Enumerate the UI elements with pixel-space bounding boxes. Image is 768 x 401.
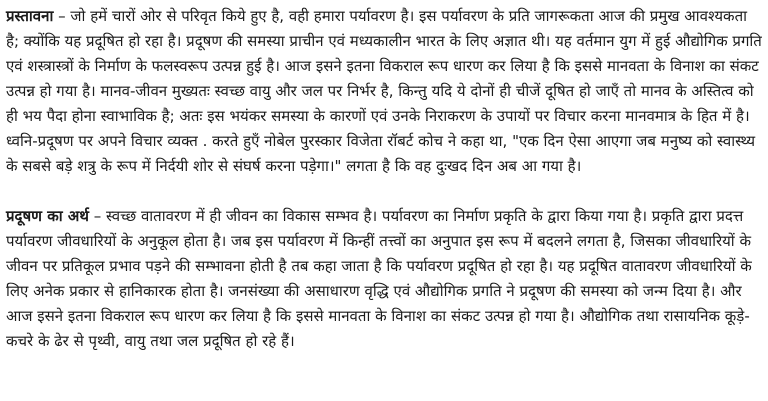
meaning-heading: प्रदूषण का अर्थ [6,207,89,225]
intro-paragraph [6,4,762,179]
intro-dash: – [53,7,71,25]
meaning-dash: – [88,207,106,225]
intro-body: जो हमें चारों ओर से परिवृत किये हुए है, वही हमारा पर्यावरण है। इस पर्यावरण के प्रति जागरूकता आज की प्रमुख आवश्यकता है; क्योंकि यह प्रदूषित हो रहा है। प्रदूषण की समस्या प्राचीन एवं मध्यकालीन भारत के लिए अज्ञात थी। यह वर्तमान युग में हुई औद्योगिक प्रगति एवं शस्त्रास्त्रों के निर्माण के फलस्वरूप उत्पन्न हुई है। आज इसने इतना विकराल रूप धारण कर लिया है कि इससे मानवता के विनाश का संकट उत्पन्न हो गया है। मानव-जीवन मुख्यतः स्वच्छ वायु और जल पर निर्भर है, किन्तु यदि ये दोनों ही चीजें दूषित हो जाएँ तो मानव के अस्तित्व को ही भय पैदा होना स्वाभाविक है; अतः इस भयंकर समस्या के कारणों एवं उनके निराकरण के उपायों पर विचार करना मानवमात्र के हित में है। ध्वनि-प्रदूषण पर अपने विचार व्यक्त . करते हुएँ नोबेल पुरस्कार विजेता रॉबर्ट कोच ने कहा था, "एक दिन ऐसा आएगा जब मनुष्य को स्वास्थ्य के सबसे बड़े शत्रु के रूप में निर्दयी शोर से संघर्ष करना पड़ेगा।" लगता है कि वह दुःखद दिन अब आ गया है। [6,7,762,175]
meaning-paragraph [6,204,762,354]
meaning-body: स्वच्छ वातावरण में ही जीवन का विकास सम्भव है। पर्यावरण का निर्माण प्रकृति के द्वारा किया गया है। प्रकृति द्वारा प्रदत्त पर्यावरण जीवधारियों के अनुकूल होता है। जब इस पर्यावरण में किन्हीं तत्त्वों का अनुपात इस रूप में बदलने लगता है, जिसका जीवधारियों के जीवन पर प्रतिकूल प्रभाव पड़ने की सम्भावना होती है तब कहा जाता है कि पर्यावरण प्रदूषित हो रहा है। यह प्रदूषित वातावरण जीवधारियों के लिए अनेक प्रकार से हानिकारक होता है। जनसंख्या की असाधारण वृद्धि एवं औद्योगिक प्रगति ने प्रदूषण की समस्या को जन्म दिया है। और आज इसने इतना विकराल रूप धारण कर लिया है कि इससे मानवता के विनाश का संकट उत्पन्न हो गया है। औद्योगिक तथा रासायनिक कूड़े-कचरे के ढेर से पृथ्वी, वायु तथा जल प्रदूषित हो रहे हैं। [6,207,752,350]
intro-heading: प्रस्तावना [6,7,54,25]
